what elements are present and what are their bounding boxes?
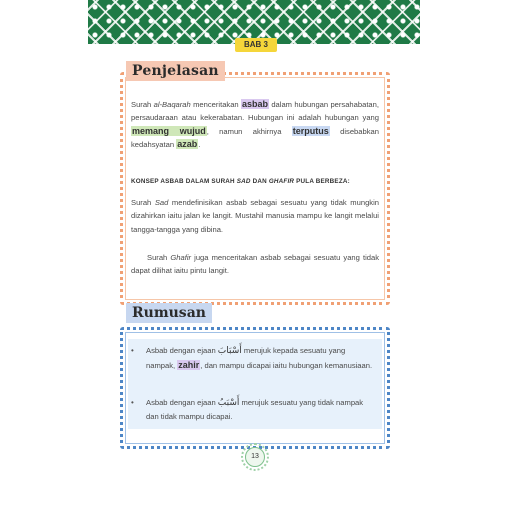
rumusan-item-1 — [146, 344, 374, 373]
text-run: , namun akhirnya — [206, 126, 292, 136]
highlight-asbab: asbab — [241, 99, 268, 109]
rumusan-title: Rumusan — [126, 303, 212, 323]
highlight-terputus: terputus — [292, 125, 329, 136]
konsep-subheading — [131, 178, 350, 185]
text-run: . — [198, 140, 201, 150]
penjelasan-paragraph-2 — [131, 196, 379, 236]
penjelasan-title: Penjelasan — [126, 61, 225, 81]
text-run: disebabkan kedahsyatan — [131, 126, 379, 150]
bullet-icon: • — [131, 398, 134, 407]
text-run: merujuk sesuatu yang tidak nampak dan tidak mampu dicapai. — [146, 398, 364, 421]
text-run: Asbab dengan ejaan — [146, 346, 218, 355]
text-run: merujuk kepada sesuatu yang nampak, — [146, 346, 346, 370]
arabic-word: أَسْبَابَ — [217, 346, 242, 356]
surah-name: Sad — [154, 198, 169, 207]
text-run: juga menceritakan asbab sebagai sesuatu yang tidak dapat dilihat iaitu pintu langit. — [131, 253, 380, 276]
text-run: mendefinisikan asbab sebagai sesuatu yang tidak mungkin dizahirkan iaitu jalan ke langit. Mustahil manusia mampu ke langit melalui tangga-tangga yang dibina. — [131, 198, 379, 234]
text-run: PULA BERBEZA: — [294, 178, 350, 185]
highlight-memang-wujud: memang wujud — [132, 125, 206, 136]
surah-name: al-Baqarah — [153, 100, 191, 109]
text-run: Surah — [131, 198, 155, 207]
text-run: Asbab dengan ejaan — [146, 398, 218, 407]
chapter-badge: BAB 3 — [235, 38, 277, 52]
highlight-azab: azab — [177, 139, 198, 150]
text-run: KONSEP ASBAB DALAM SURAH — [131, 178, 237, 185]
text-run: Surah — [147, 253, 171, 262]
text-run: Surah — [131, 100, 154, 109]
penjelasan-paragraph-1 — [131, 98, 379, 152]
highlight-zahir: zahir — [178, 360, 200, 370]
text-run: dalam hubungan persahabatan, persaudaraan atau kekerabatan. Hubungan ini adalah hubungan yang — [131, 100, 379, 123]
rumusan-item-2 — [146, 396, 374, 424]
bullet-icon: • — [131, 346, 134, 355]
arabic-word: أَسْبَبُ — [217, 398, 240, 408]
page-number: 13 — [245, 447, 265, 467]
surah-name: SAD — [236, 178, 251, 185]
surah-name: Ghafir — [170, 253, 192, 262]
text-run: , dan mampu dicapai iaitu hubungan kemanusiaan. — [200, 361, 373, 370]
text-run: menceritakan — [190, 100, 241, 109]
penjelasan-paragraph-3 — [131, 251, 379, 278]
surah-name: GHAFIR — [268, 178, 295, 185]
text-run: DAN — [250, 178, 269, 185]
